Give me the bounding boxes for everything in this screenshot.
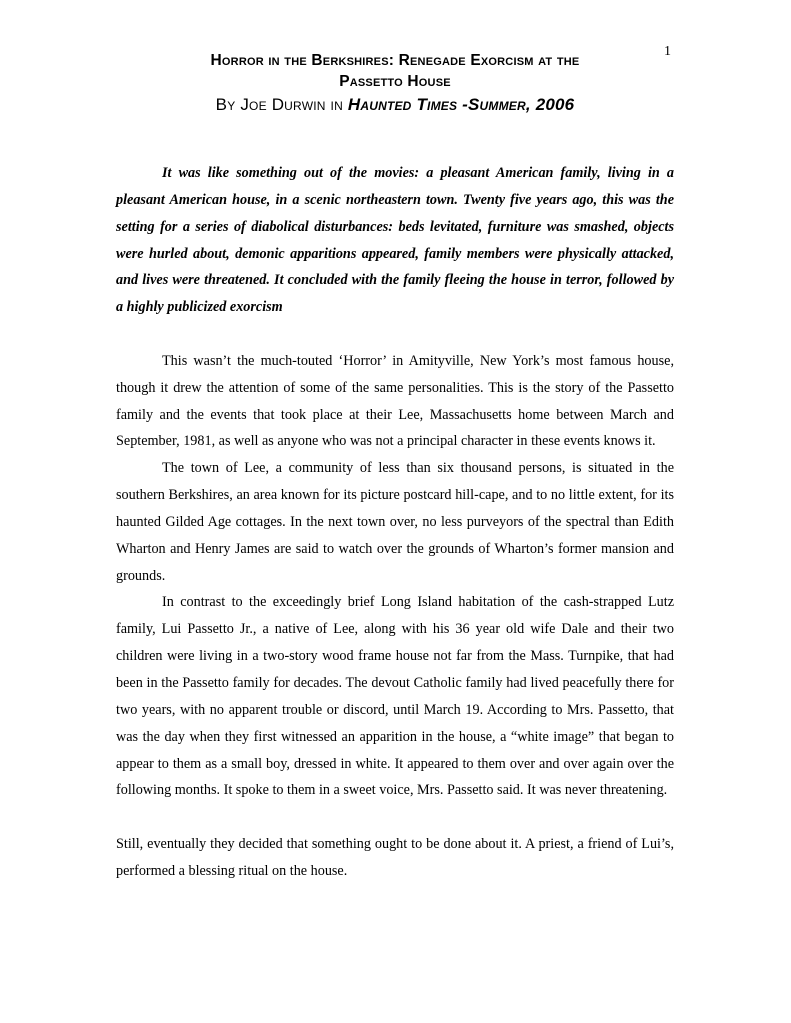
paragraph-spacer	[116, 321, 674, 348]
byline-publication: Haunted Times	[347, 95, 458, 114]
body-paragraph-1: This wasn’t the much-touted ‘Horror’ in Amityville, New York’s most famous house, though it drew the attention of some of the same personalities. This is the story of the Passetto family and the events that took place at their Lee, Massachusetts home between March and September, 1981, as well as anyone who was not a principal character in these events knows it.	[116, 352, 674, 450]
body-paragraph-3: In contrast to the exceedingly brief Long Island habitation of the cash-strapped Lutz family, Lui Passetto Jr., a native of Lee, along with his 36 year old wife Dale and their two children were living in a two-story wood frame house not far from the Mass. Turnpike, that had been in the Passetto family for decades. The devout Catholic family had lived peacefully there for two years, with no apparent trouble or discord, until March 19. According to Mrs. Passetto, that was the day when they first witnessed an apparition in the house, a “white image” that began to appear to them as a small boy, dressed in white. It appeared to them over and over again over the following months. It spoke to them in a sweet voice, Mrs. Passetto said. It was never threatening.	[116, 594, 674, 799]
lead-paragraph: It was like something out of the movies: a pleasant American family, living in a pleasant American house, in a scenic northeastern town. Twenty five years ago, this was the setting for a series of diabolical disturbances: beds levitated, furniture was smashed, objects were hurled about, demonic apparitions appeared, family members were physically attacked, and lives were threatened. It concluded with the family fleeing the house in terror, followed by a highly publicized exorcism	[116, 165, 674, 316]
page-number: 1	[664, 44, 671, 59]
article-title-line-1: Horror in the Berkshires: Renegade Exorcism at the	[210, 52, 580, 69]
byline	[115, 94, 675, 115]
body-paragraph-4: Still, eventually they decided that something ought to be done about it. A priest, a friend of Lui’s, performed a blessing ritual on the house.	[116, 836, 674, 879]
article-header	[115, 50, 675, 115]
body-paragraph-2: The town of Lee, a community of less than six thousand persons, is situated in the southern Berkshires, an area known for its picture postcard hill-cape, and to no little extent, for its haunted Gilded Age cottages. In the next town over, no less purveyors of the spectral than Edith Wharton and Henry James are said to watch over the grounds of Wharton’s former mansion and grounds.	[116, 460, 674, 584]
article-body	[116, 160, 674, 885]
article-title-line-2: Passetto House	[339, 73, 451, 90]
paragraph-spacer	[116, 804, 674, 831]
byline-author: By Joe Durwin in	[215, 95, 348, 114]
byline-issue: -Summer, 2006	[457, 95, 575, 114]
